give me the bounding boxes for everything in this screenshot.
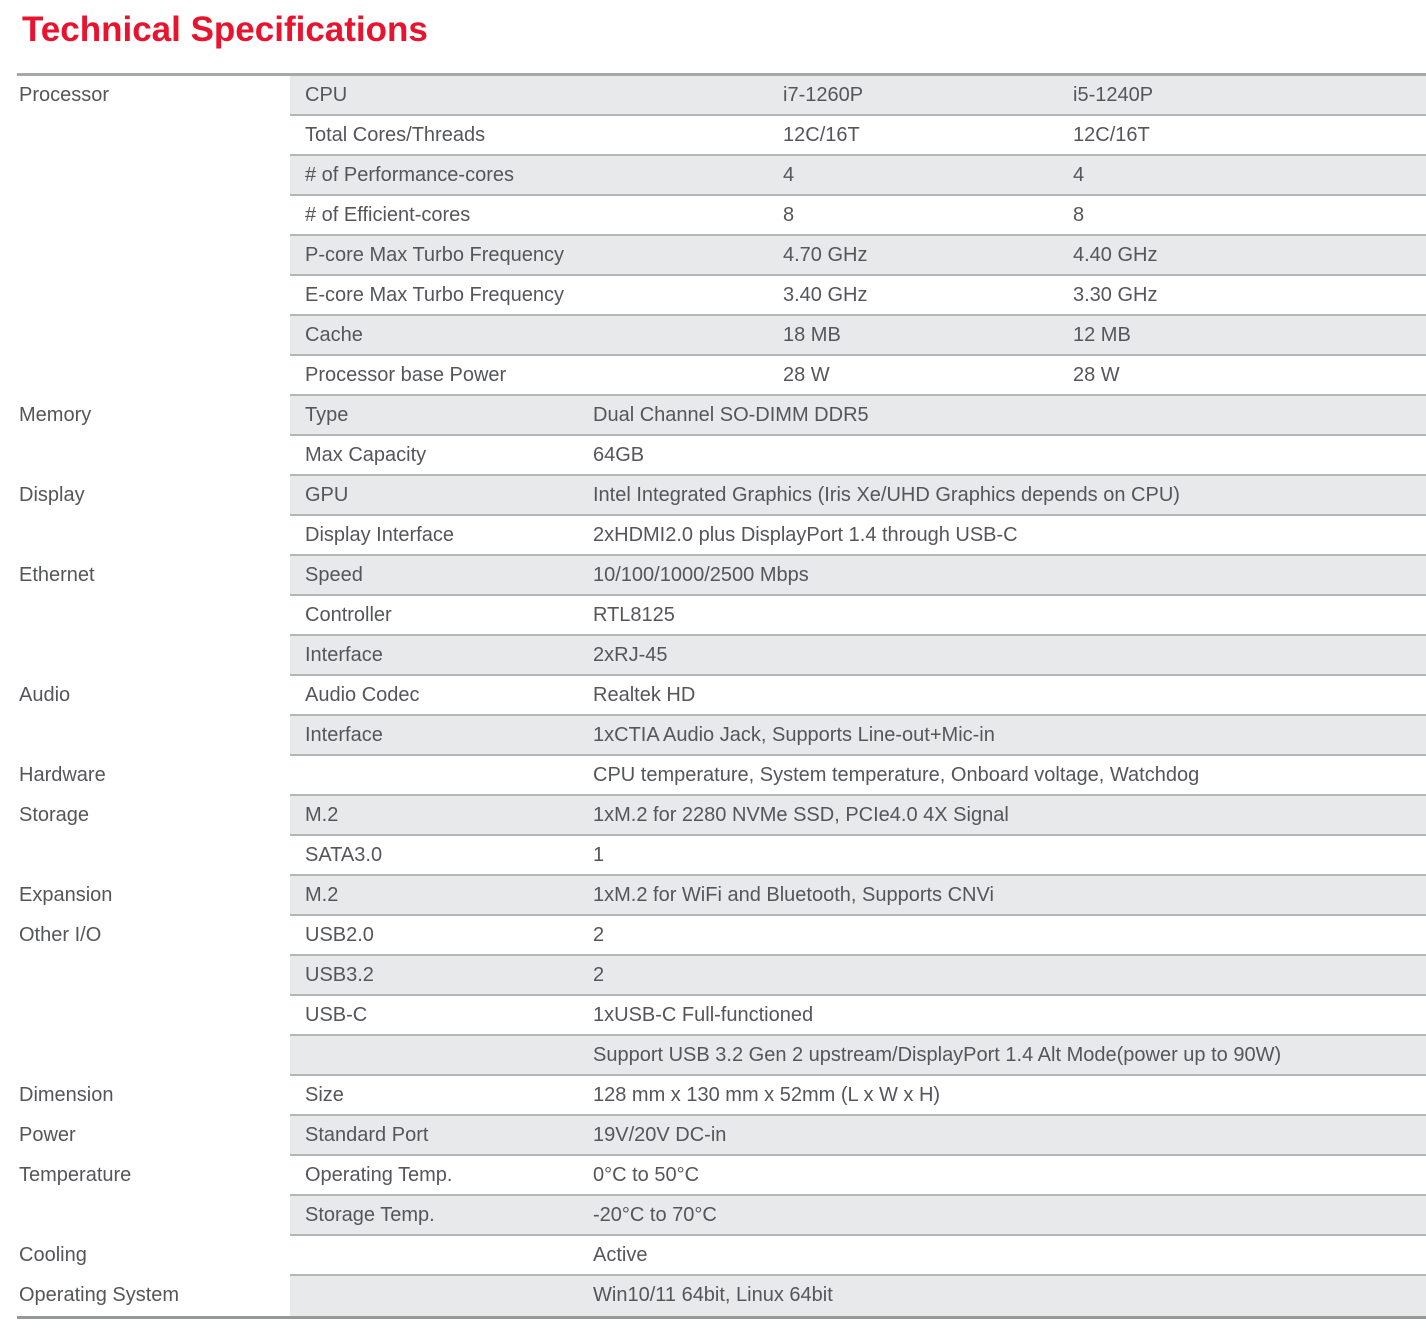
table-row <box>17 1036 1426 1076</box>
table-row <box>17 1196 1426 1236</box>
spec-label: Display Interface <box>305 523 454 546</box>
spec-label: USB2.0 <box>305 923 374 946</box>
spec-value: Win10/11 64bit, Linux 64bit <box>593 1283 833 1306</box>
spec-value: 1xM.2 for 2280 NVMe SSD, PCIe4.0 4X Signal <box>593 803 1009 826</box>
category-label: Processor <box>17 76 290 116</box>
table-row <box>17 156 1426 196</box>
table-row <box>17 956 1426 996</box>
spec-subrow <box>290 1156 1426 1196</box>
spec-label: USB-C <box>305 1003 368 1026</box>
spec-value-primary: 28 W <box>783 363 830 386</box>
category-label <box>17 436 290 476</box>
spec-value-primary: 3.40 GHz <box>783 283 868 306</box>
spec-value: 19V/20V DC-in <box>593 1123 727 1146</box>
spec-subrow <box>290 516 1426 556</box>
spec-value-secondary: 4 <box>1073 163 1085 186</box>
page-title: Technical Specifications <box>22 10 428 49</box>
spec-value: 2xHDMI2.0 plus DisplayPort 1.4 through USB-C <box>593 523 1018 546</box>
spec-label <box>290 1236 577 1274</box>
spec-subrow <box>290 1276 1426 1316</box>
category-label: Cooling <box>17 1236 290 1276</box>
spec-subrow <box>290 796 1426 836</box>
category-label <box>17 596 290 636</box>
spec-label: # of Performance-cores <box>305 163 514 186</box>
table-row <box>17 916 1426 956</box>
spec-subrow <box>290 1036 1426 1076</box>
spec-label: SATA3.0 <box>305 843 383 866</box>
category-label: Power <box>17 1116 290 1156</box>
category-label <box>17 276 290 316</box>
spec-value-primary: i7-1260P <box>783 83 864 106</box>
spec-label: Max Capacity <box>305 443 427 466</box>
category-label <box>17 836 290 876</box>
spec-value-primary: 4.70 GHz <box>783 243 868 266</box>
spec-label: Type <box>305 403 349 426</box>
spec-value-secondary: 8 <box>1073 203 1085 226</box>
spec-value: 2 <box>593 963 605 986</box>
spec-label: Cache <box>305 323 363 346</box>
spec-subrow <box>290 76 1426 116</box>
table-row <box>17 196 1426 236</box>
spec-subrow <box>290 716 1426 756</box>
spec-label: M.2 <box>305 803 339 826</box>
table-row <box>17 276 1426 316</box>
table-row <box>17 476 1426 516</box>
table-row <box>17 1276 1426 1316</box>
spec-label: M.2 <box>305 883 339 906</box>
spec-subrow <box>290 756 1426 796</box>
spec-subrow <box>290 316 1426 356</box>
spec-subrow <box>290 916 1426 956</box>
category-label <box>17 316 290 356</box>
spec-value-primary: 4 <box>783 163 795 186</box>
spec-subrow <box>290 596 1426 636</box>
category-label <box>17 716 290 756</box>
spec-subrow <box>290 836 1426 876</box>
spec-value: -20°C to 70°C <box>593 1203 717 1226</box>
spec-subrow <box>290 476 1426 516</box>
table-row <box>17 1076 1426 1116</box>
spec-subrow <box>290 116 1426 156</box>
spec-value: Realtek HD <box>593 683 696 706</box>
category-label <box>17 196 290 236</box>
table-row <box>17 836 1426 876</box>
spec-value-primary: 18 MB <box>783 323 841 346</box>
spec-value: 64GB <box>593 443 645 466</box>
spec-subrow <box>290 636 1426 676</box>
spec-value-secondary: i5-1240P <box>1073 83 1154 106</box>
spec-value: 128 mm x 130 mm x 52mm (L x W x H) <box>593 1083 941 1106</box>
spec-value: 0°C to 50°C <box>593 1163 700 1186</box>
category-label: Operating System <box>17 1276 290 1316</box>
spec-subrow <box>290 276 1426 316</box>
spec-label: Processor base Power <box>305 363 507 386</box>
category-label: Ethernet <box>17 556 290 596</box>
category-label <box>17 236 290 276</box>
table-row <box>17 436 1426 476</box>
spec-value: 1 <box>593 843 605 866</box>
spec-value: 2 <box>593 923 605 946</box>
spec-label: Audio Codec <box>305 683 420 706</box>
spec-table <box>17 73 1426 1319</box>
table-row <box>17 756 1426 796</box>
spec-value: 2xRJ-45 <box>593 643 668 666</box>
table-row <box>17 596 1426 636</box>
spec-label <box>290 756 577 794</box>
category-label: Expansion <box>17 876 290 916</box>
table-row <box>17 76 1426 116</box>
spec-subrow <box>290 1116 1426 1156</box>
spec-subrow <box>290 1236 1426 1276</box>
spec-label: Operating Temp. <box>305 1163 453 1186</box>
table-row <box>17 116 1426 156</box>
category-label: Storage <box>17 796 290 836</box>
spec-label: # of Efficient-cores <box>305 203 471 226</box>
table-row <box>17 396 1426 436</box>
table-row <box>17 236 1426 276</box>
table-row <box>17 1236 1426 1276</box>
spec-label <box>290 1036 577 1074</box>
spec-value: 1xUSB-C Full-functioned <box>593 1003 814 1026</box>
spec-subrow <box>290 996 1426 1036</box>
spec-value: CPU temperature, System temperature, Onboard voltage, Watchdog <box>593 763 1200 786</box>
spec-subrow <box>290 156 1426 196</box>
spec-label: Interface <box>305 643 383 666</box>
spec-value: RTL8125 <box>593 603 675 626</box>
spec-label: USB3.2 <box>305 963 374 986</box>
spec-value-secondary: 12C/16T <box>1073 123 1150 146</box>
spec-label: Size <box>305 1083 344 1106</box>
category-label <box>17 156 290 196</box>
spec-label: P-core Max Turbo Frequency <box>305 243 564 266</box>
category-label: Hardware <box>17 756 290 796</box>
table-row <box>17 556 1426 596</box>
spec-subrow <box>290 396 1426 436</box>
category-label <box>17 1196 290 1236</box>
spec-value: 1xCTIA Audio Jack, Supports Line-out+Mic-in <box>593 723 995 746</box>
category-label: Temperature <box>17 1156 290 1196</box>
category-label: Display <box>17 476 290 516</box>
spec-label: Speed <box>305 563 363 586</box>
table-row <box>17 796 1426 836</box>
category-label <box>17 996 290 1036</box>
spec-value-primary: 8 <box>783 203 795 226</box>
table-row <box>17 356 1426 396</box>
spec-value: Intel Integrated Graphics (Iris Xe/UHD Graphics depends on CPU) <box>593 483 1180 506</box>
spec-value: 10/100/1000/2500 Mbps <box>593 563 809 586</box>
category-label <box>17 636 290 676</box>
spec-subrow <box>290 1196 1426 1236</box>
category-label: Other I/O <box>17 916 290 956</box>
spec-label: E-core Max Turbo Frequency <box>305 283 564 306</box>
spec-label: GPU <box>305 483 349 506</box>
spec-label: Storage Temp. <box>305 1203 435 1226</box>
table-row <box>17 1116 1426 1156</box>
category-label <box>17 516 290 556</box>
spec-label <box>290 1276 577 1316</box>
category-label: Memory <box>17 396 290 436</box>
category-label <box>17 116 290 156</box>
category-label: Audio <box>17 676 290 716</box>
spec-label: CPU <box>305 83 348 106</box>
category-label <box>17 356 290 396</box>
spec-value-secondary: 28 W <box>1073 363 1120 386</box>
spec-value-primary: 12C/16T <box>783 123 860 146</box>
spec-value: 1xM.2 for WiFi and Bluetooth, Supports CNVi <box>593 883 994 906</box>
spec-label: Controller <box>305 603 392 626</box>
spec-value: Support USB 3.2 Gen 2 upstream/DisplayPort 1.4 Alt Mode(power up to 90W) <box>593 1043 1282 1066</box>
table-row <box>17 676 1426 716</box>
spec-value: Dual Channel SO-DIMM DDR5 <box>593 403 869 426</box>
spec-subrow <box>290 876 1426 916</box>
table-row <box>17 876 1426 916</box>
spec-subrow <box>290 556 1426 596</box>
category-label <box>17 1036 290 1076</box>
spec-value-secondary: 4.40 GHz <box>1073 243 1158 266</box>
spec-label: Interface <box>305 723 383 746</box>
spec-subrow <box>290 356 1426 396</box>
category-label: Dimension <box>17 1076 290 1116</box>
spec-subrow <box>290 236 1426 276</box>
table-row <box>17 516 1426 556</box>
spec-subrow <box>290 196 1426 236</box>
spec-value-secondary: 12 MB <box>1073 323 1131 346</box>
category-label <box>17 956 290 996</box>
spec-subrow <box>290 1076 1426 1116</box>
spec-value-secondary: 3.30 GHz <box>1073 283 1158 306</box>
spec-subrow <box>290 956 1426 996</box>
table-row <box>17 716 1426 756</box>
table-row <box>17 316 1426 356</box>
spec-subrow <box>290 436 1426 476</box>
spec-label: Standard Port <box>305 1123 429 1146</box>
table-row <box>17 1156 1426 1196</box>
spec-value: Active <box>593 1243 648 1266</box>
spec-label: Total Cores/Threads <box>305 123 486 146</box>
table-row <box>17 636 1426 676</box>
spec-subrow <box>290 676 1426 716</box>
table-row <box>17 996 1426 1036</box>
